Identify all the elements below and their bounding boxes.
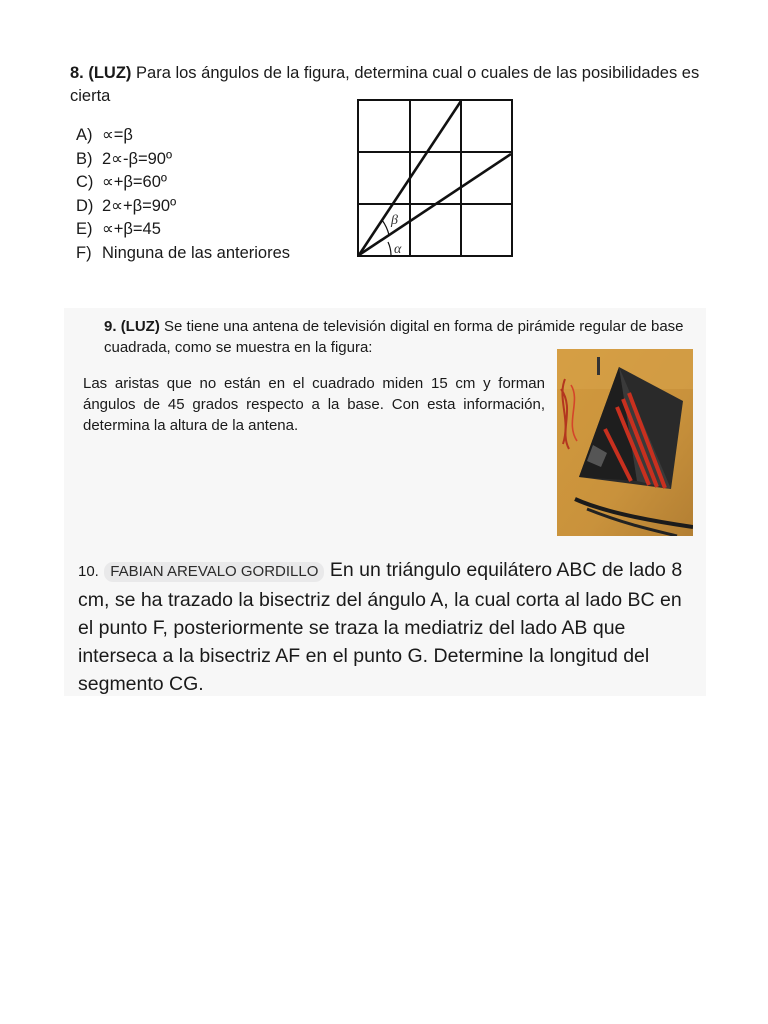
problem-9 bbox=[64, 308, 706, 548]
option-d-letter: D) bbox=[76, 196, 94, 215]
option-e-letter: E) bbox=[76, 220, 93, 238]
option-a-letter: A) bbox=[76, 126, 93, 144]
option-c bbox=[76, 171, 290, 195]
option-e-text: ∝+β=45 bbox=[102, 220, 161, 238]
option-c-letter: C) bbox=[76, 173, 94, 191]
angle-grid-figure bbox=[356, 98, 516, 260]
problem-9-body: Las aristas que no están en el cuadrado miden 15 cm y forman ángulos de 45 grados respecto a la base. Con esta información, determina la altura de la antena. bbox=[83, 375, 545, 434]
problem-9-number: 9. bbox=[104, 318, 117, 335]
problem-9-tag: (LUZ) bbox=[120, 318, 160, 335]
option-d-text: 2∝+β=90º bbox=[102, 196, 177, 215]
option-a-text: ∝=β bbox=[102, 126, 133, 144]
option-f-text: Ninguna de las anteriores bbox=[102, 243, 291, 262]
problem-8-question: Para los ángulos de la figura, determina cual o cuales de las posibilidades es cierta bbox=[70, 64, 700, 105]
alpha-label: α bbox=[394, 242, 402, 257]
option-d bbox=[76, 195, 290, 219]
problem-10-text: En un triángulo equilátero ABC de lado 8 cm, se ha trazado la bisectriz del ángulo A, la cual corta al lado BC en el punto F, posteriormente se traza la mediatriz del lado AB que interseca a la bisectriz AF en el punto G. Determine la longitud del segmento CG. bbox=[78, 559, 683, 695]
problem-8-number: 8. bbox=[70, 64, 84, 82]
option-f-letter: F) bbox=[76, 243, 92, 262]
beta-label: β bbox=[391, 213, 398, 228]
antenna-photo bbox=[557, 349, 693, 536]
problem-10 bbox=[64, 548, 706, 696]
problem-8-options bbox=[76, 124, 290, 265]
problem-8-tag: (LUZ) bbox=[88, 64, 132, 82]
option-c-text: ∝+β=60º bbox=[102, 173, 167, 191]
problem-10-number: 10. bbox=[78, 563, 99, 580]
author-chip[interactable]: FABIAN AREVALO GORDILLO bbox=[104, 562, 324, 582]
option-b-letter: B) bbox=[76, 149, 93, 168]
problem-8 bbox=[64, 56, 706, 272]
option-b bbox=[76, 148, 290, 172]
option-a bbox=[76, 124, 290, 148]
problem-10-statement bbox=[78, 556, 702, 698]
option-f bbox=[76, 242, 290, 266]
problem-9-question: Se tiene una antena de televisión digital en forma de pirámide regular de base cuadrada, como se muestra en la figura: bbox=[104, 318, 684, 356]
option-b-text: 2∝-β=90º bbox=[102, 149, 172, 168]
option-e bbox=[76, 218, 290, 242]
